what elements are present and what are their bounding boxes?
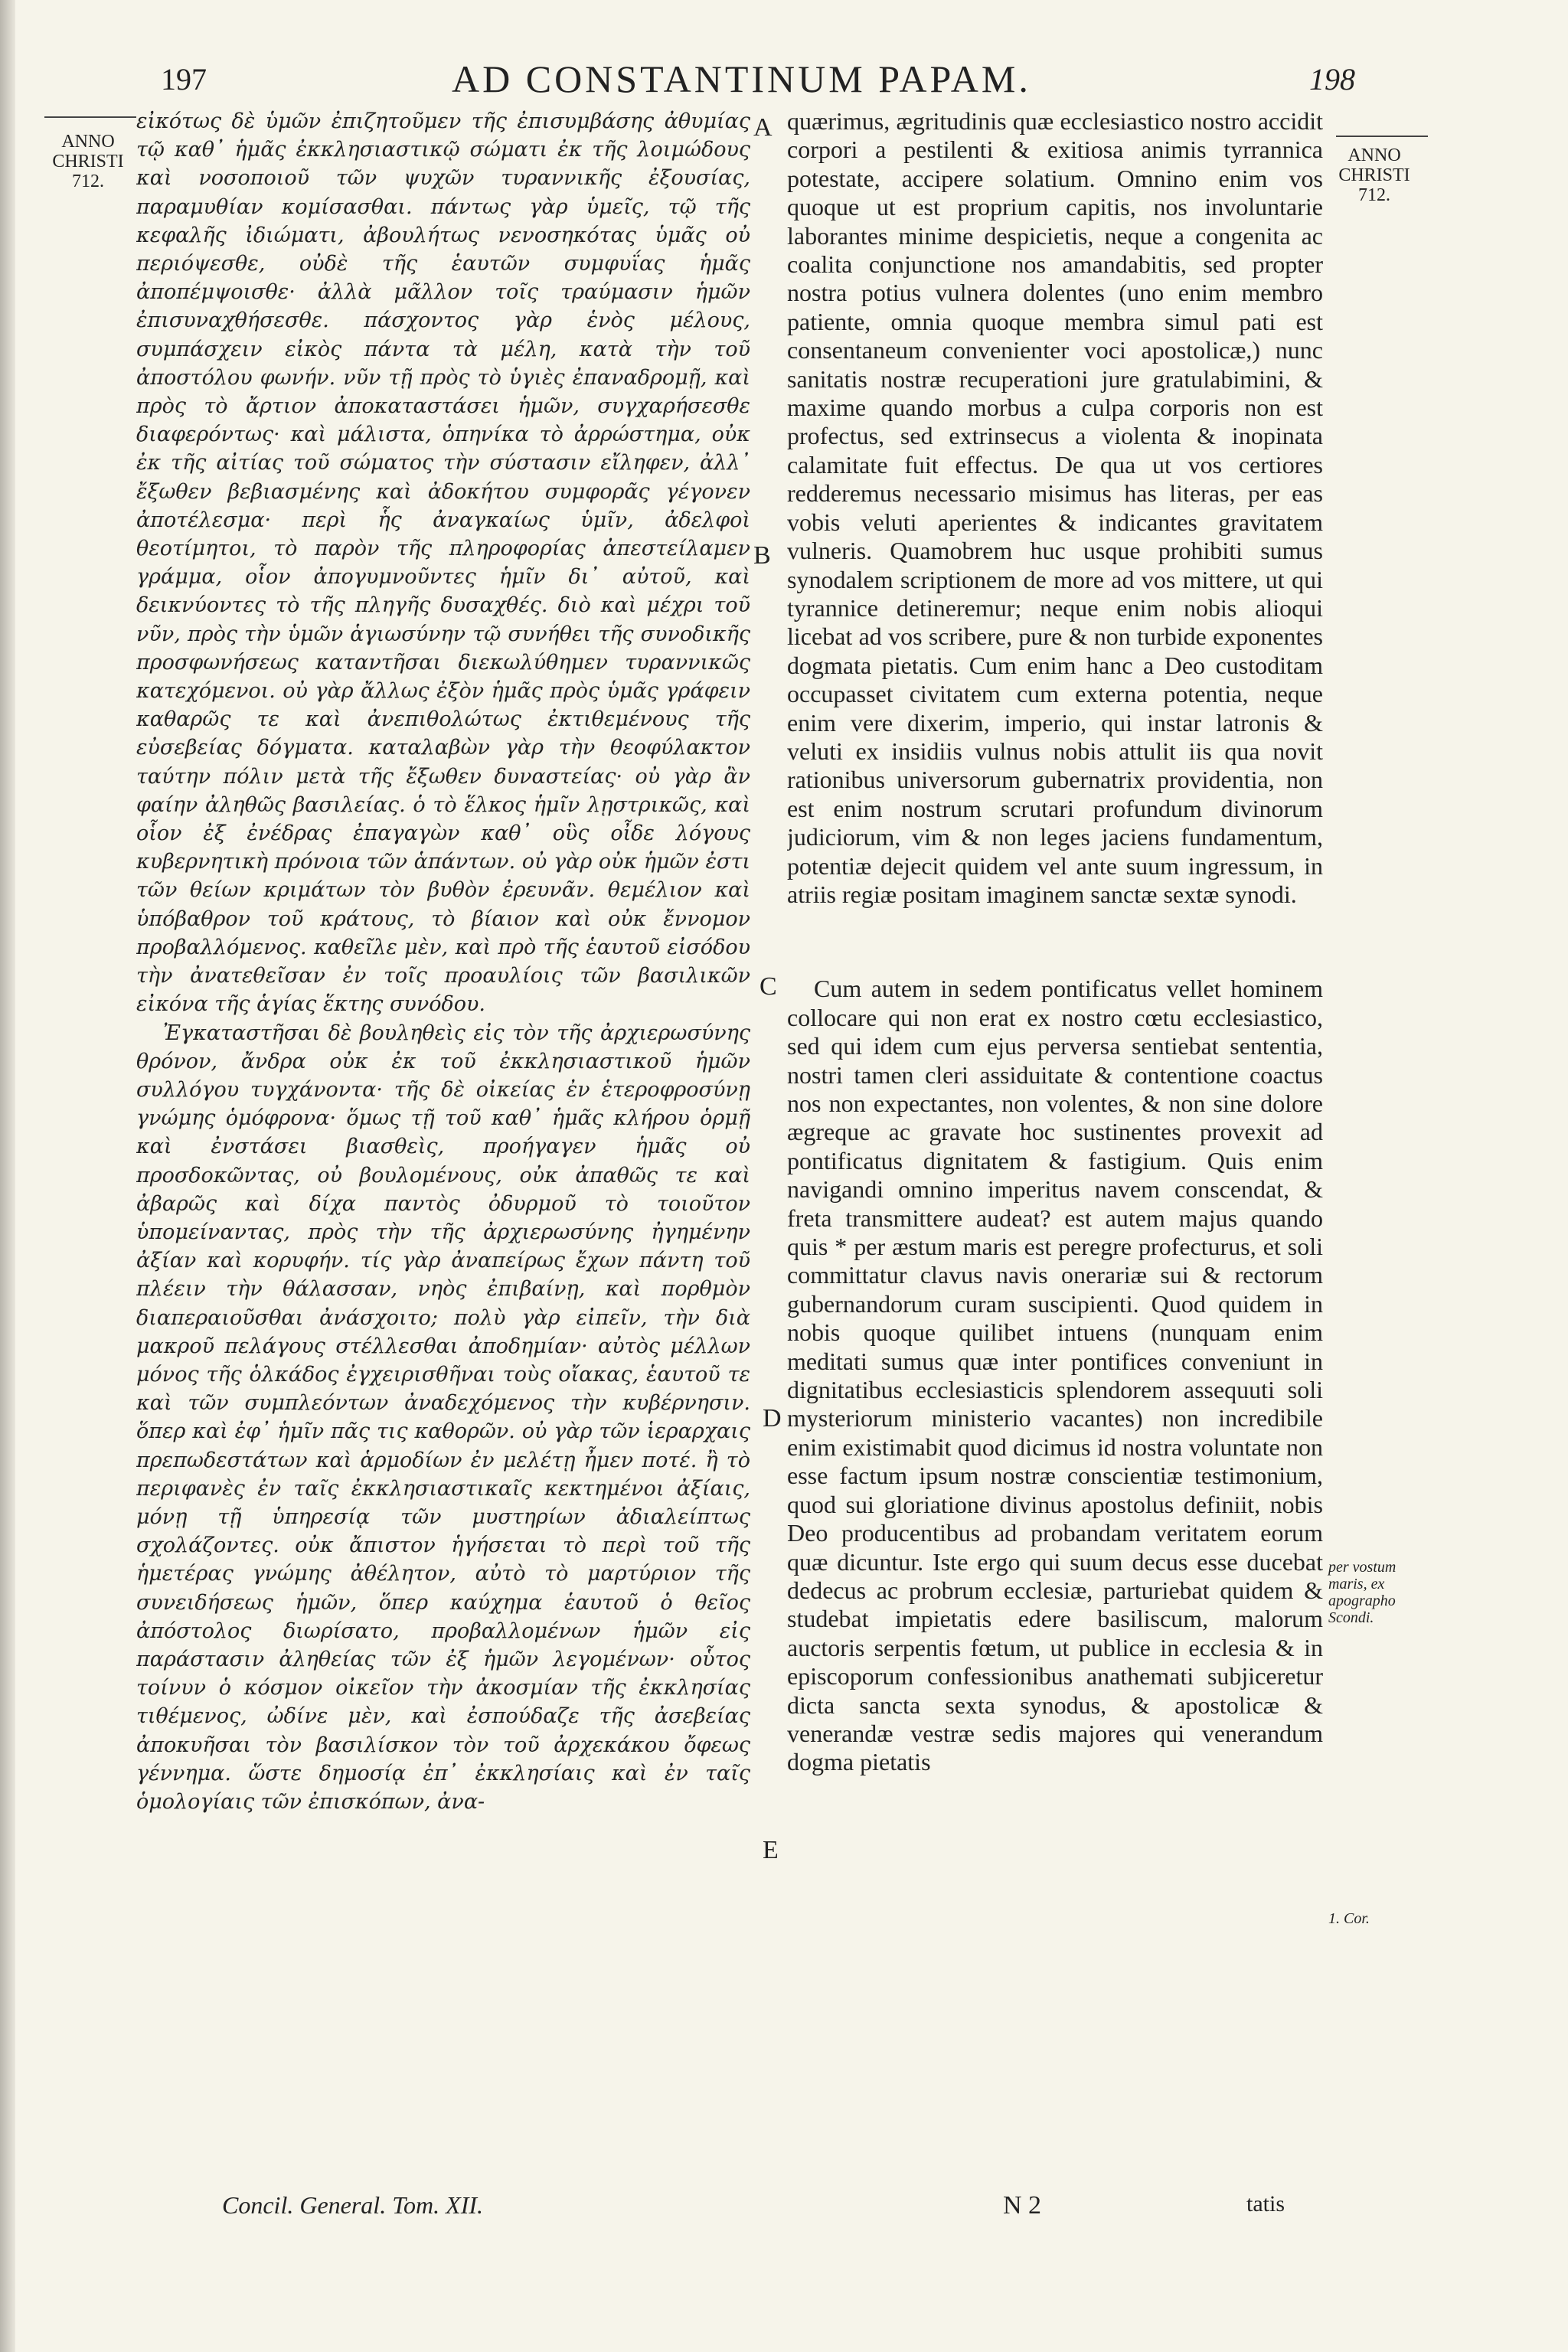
latin-column bbox=[787, 107, 1323, 2174]
footer-volume: Concil. General. Tom. XII. bbox=[222, 2191, 484, 2219]
left-page-number: 197 bbox=[161, 62, 207, 96]
greek-paragraph-1: εἰκότως δὲ ὑμῶν ἐπιζητοῦμεν τῆς ἐπισυμβάσης ἀθυμίας τῷ καθ᾽ ἡμᾶς ἐκκλησιαστικῷ σώματι ἐκ τῆς λοιμώδους καὶ νοσοποιοῦ τῶν ψυχῶν τυραννικῆς ἐξουσίας, παραμυθίαν κομίσασθαι. πάντως γὰρ ὑμεῖς, τῷ τῆς κεφαλῆς ἰδιώματι, ἀβουλήτως νενοσηκότας ὑμᾶς οὐ περιόψεσθε, οὐδὲ τῆς ἑαυτῶν συμφυΐας ἡμᾶς ἀποπέμψοισθε· ἀλλὰ μᾶλλον τοῖς τραύμασιν ἡμῶν ἐπισυναχθήσεσθε. πάσχοντος γὰρ ἑνὸς μέλους, συμπάσχειν εἰκὸς πάντα τὰ μέλη, κατὰ τὴν τοῦ ἀποστόλου φωνήν. νῦν τῇ πρὸς τὸ ὑγιὲς ἐπαναδρομῇ, καὶ πρὸς τὸ ἄρτιον ἀποκαταστάσει ἡμῶν, συγχαρήσεσθε διαφερόντως· καὶ μάλιστα, ὁπηνίκα τὸ ἀρρώστημα, οὐκ ἐκ τῆς αἰτίας τοῦ σώματος τὴν σύστασιν εἴληφεν, ἀλλ᾽ ἔξωθεν βεβιασμένης καὶ ἀδοκήτου συμφορᾶς γέγονεν ἀποτέλεσμα· περὶ ἧς ἀναγκαίως ὑμῖν, ἀδελφοὶ θεοτίμητοι, τὸ παρὸν τῆς πληροφορίας ἀπεστείλαμεν γράμμα, οἷον ἀπογυμνοῦντες ἡμῖν δι᾽ αὐτοῦ, καὶ δεικνύοντες τὸ τῆς πληγῆς δυσαχθές. διὸ καὶ μέχρι τοῦ νῦν, πρὸς τὴν ὑμῶν ἁγιωσύνην τῷ συνήθει τῆς συνοδικῆς προσφωνήσεως καταντῆσαι διεκωλύθημεν τυραννικῶς κατεχόμενοι. οὐ γὰρ ἄλλως ἐξὸν ἡμᾶς πρὸς ὑμᾶς γράφειν καθαρῶς τε καὶ ἀνεπιθολώτως ἐκτιθεμένους τῆς εὐσεβείας δόγματα. καταλαβὼν γὰρ τὴν θεοφύλακτον ταύτην πόλιν μετὰ τῆς ἔξωθεν δυναστείας· οὐ γὰρ ἂν φαίην ἀληθῶς βασιλείας. ὁ τὸ ἕλκος ἡμῖν λῃστρικῶς, καὶ οἷον ἐξ ἐνέδρας ἐπαγαγὼν καθ᾽ οὓς οἶδε λόγους κυβερνητικὴ πρόνοια τῶν ἁπάντων. οὐ γὰρ οὐκ ἡμῶν ἐστι τῶν θείων κριμάτων τὸν βυθὸν ἐρευνᾶν. θεμέλιον καὶ ὑπόβαθρον τοῦ κράτους, τὸ βίαιον καὶ οὐκ ἔννομον προβαλλόμενος. καθεῖλε μὲν, καὶ πρὸ τῆς ἑαυτοῦ εἰσόδου τὴν ἀνατεθεῖσαν ἐν τοῖς προαυλίοις τῶν βασιλικῶν εἰκόνα τῆς ἁγίας ἕκτης συνόδου. bbox=[136, 109, 750, 1017]
anno-christi-left bbox=[46, 132, 130, 191]
christi-word: CHRISTI bbox=[52, 152, 124, 172]
margin-note-reference: 1. Cor. bbox=[1328, 1910, 1370, 1927]
anno-word: ANNO bbox=[61, 132, 115, 152]
section-letter-b: B bbox=[753, 541, 771, 570]
latin-paragraph-2: Cum autem in sedem pontificatus vellet hominem collocare qui non erat ex nostro cœtu ecclesiastico, sed qui idem cum ejus perversa sentiebat sententia, nostri tamen cleri assiduitate & contentione coactus nos non expectantes, non volentes, & non sine dolore ægreque ac gravate hoc sustinentes provexit ad pontificatus dignitatem & fastigium. Quis enim navigandi omnino imperitus navem conscendat, & freta transmittere audeat? est autem majus quando quis * per æstum maris est peregre profecturus, et soli committatur clavus navis onerariæ sui & rectorum gubernandorum curam suscipienti. Quod quidem in nobis quoque quilibet intuens (nunquam enim meditati sumus quæ inter pontifices conveniunt in dignitatibus ecclesiasticis splendorem assequuti soli mysteriorum ministerio vacantes) non incredibile enim existimabit quod dicimus id nostra voluntate non esse factum ipsum nostræ conscientiæ testimonium, quod sui gloriatione divinus apostolus definiit, nobis Deo producentibus ad probandam veritatem eorum quæ dicuntur. Iste ergo qui suum decus esse ducebat dedecus ac probrum ecclesiæ, parturiebat quidem & studebat impietatis edere basiliscum, malorum auctoris serpentis fœtum, ut publice in ecclesia & in episcoporum confessionibus anathemati subjiceretur dicta sancta sexta synodus, & apostolicæ & venerandæ vestræ sedis majores qui venerandum dogma pietatis bbox=[787, 975, 1323, 1776]
year-number: 712. bbox=[72, 172, 104, 191]
running-header bbox=[161, 57, 1355, 107]
year-number: 712. bbox=[1358, 185, 1390, 205]
page-gutter bbox=[0, 0, 15, 2352]
page-title: AD CONSTANTINUM PAPAM. bbox=[452, 57, 1031, 100]
footer-catchword: tatis bbox=[1246, 2191, 1285, 2216]
section-letter-a: A bbox=[753, 113, 773, 142]
greek-column bbox=[136, 107, 750, 2174]
section-letter-d: D bbox=[763, 1404, 782, 1432]
right-page-number: 198 bbox=[1309, 62, 1355, 96]
christi-word: CHRISTI bbox=[1338, 165, 1410, 185]
footer-signature: N 2 bbox=[1003, 2191, 1042, 2220]
anno-christi-right bbox=[1332, 145, 1416, 205]
greek-paragraph-2: Ἐγκαταστῆσαι δὲ βουληθεὶς εἰς τὸν τῆς ἀρχιερωσύνης θρόνον, ἄνδρα οὐκ ἐκ τοῦ ἐκκλησιαστικοῦ ἡμῶν συλλόγου τυγχάνοντα· τῆς δὲ οἰκείας ἐν ἑτεροφροσύνῃ γνώμης ὁμόφρονα· ὅμως τῇ τοῦ καθ᾽ ἡμᾶς κλήρου ὁρμῇ καὶ ἐνστάσει βιασθεὶς, προήγαγεν ἡμᾶς οὐ προσδοκῶντας, οὐ βουλομένους, οὐκ ἀπαθῶς τε καὶ ἀβαρῶς καὶ δίχα παντὸς ὀδυρμοῦ τὸ τοιοῦτον ὑπομείναντας, πρὸς τὴν τῆς ἀρχιερωσύνης ἠγημένην ἀξίαν καὶ κορυφήν. τίς γὰρ ἀναπείρως ἔχων πάντη τοῦ πλέειν τὴν θάλασσαν, νηὸς ἐπιβαίνῃ, καὶ πορθμὸν διαπεραιοῦσθαι ἀνάσχοιτο; πολὺ γὰρ εἰπεῖν, τὴν διὰ μακροῦ πελάγους στέλλεσθαι ἀποδημίαν· αὐτὸς μέλλων μόνος τῆς ὁλκάδος ἐγχειρισθῆναι τοὺς οἴακας, ἑαυτοῦ τε καὶ τῶν συμπλεόντων ἀναδεχόμενος τὴν κυβέρνησιν. ὅπερ καὶ ἐφ᾽ ἡμῖν πᾶς τις καθορῶν. οὐ γὰρ τῶν ἱεραρχαις πρεπωδεστάτων καὶ ἁρμοδίων ἐν μελέτῃ ἦμεν ποτέ. ἢ τὸ περιφανὲς ἐν ταῖς ἐκκλησιαστικαῖς κεκτημένοι ἀξίαις, μόνῃ τῇ ὑπηρεσίᾳ τῶν μυστηρίων ἀδιαλείπτως σχολάζοντες. οὐκ ἄπιστον ἡγήσεται τὸ περὶ τοῦ τῆς ἡμετέρας γνώμης ἀθέλητον, αὐτὸ τὸ μαρτύριον τῆς συνειδήσεως ἡμῶν, ὅπερ καύχημα ἑαυτοῦ ὁ θεῖος ἀπόστολος διωρίσατο, προβαλλομένων ἡμῶν εἰς παράστασιν ἀληθείας τῶν ἐξ ἡμῶν λεγομένων· οὗτος τοίνυν ὁ κόσμον οἰκεῖον τὴν ἀκοσμίαν τῆς ἐκκλησίας τιθέμενος, ὠδίνε μὲν, καὶ ἐσπούδαζε τῆς ἀσεβείας ἀποκυῆσαι τὸν βασιλίσκον τὸν τοῦ ἀρχεκάκου ὄφεως γέννημα. ὥστε δημοσίᾳ ἐπ᾽ ἐκκλησίαις καὶ ἐν ταῖς ὁμολογίαις τῶν ἐπισκόπων, ἀνα- bbox=[136, 1021, 750, 1814]
margin-note-variant: per vostum maris, ex apographo Scondi. bbox=[1328, 1559, 1396, 1626]
latin-paragraph-1: quærimus, ægritudinis quæ ecclesiastico nostro accidit corpori a pestilenti & exitiosa animis tyrrannica potestate, accipere solatium. Omnino enim vos quoque ut est proprium capitis, nos involuntarie laborantes minime despicietis, neque a congenita ac coalita conjunctione nos amandabitis, sed propter nostra potius vulnera dolentes (uno enim membro patiente, omnia quoque membra simul pati est consentaneum convenienter voci apostolicæ,) nunc sanitatis nostræ recuperationi jure gratulabimini, & maxime quando morbus a culpa corporis non est profectus, sed extrinsecus a violenta & inopinata calamitate fuit effectus. De qua ut vos certiores redderemus necessario misimus has literas, per eas vobis veluti aperientes & indicantes gravitatem vulneris. Quamobrem huc usque prohibiti sumus synodalem scriptionem de more ad vos mittere, ut qui tyrannice detineremur; neque enim nobis alioqui licebat ad vos scribere, pure & non turbide exponentes dogmata pietatis. Cum enim hanc a Deo custoditam occupasset civitatem cum externa potentia, neque enim vere dixerim, imperio, qui instar latronis & veluti ex insidiis vulnus nobis attulit iis qua novit rationibus universorum gubernatrix providentia, non est enim nostrum scrutari profundum divinorum judiciorum, vim & non leges jaciens fundamentum, potentiæ dejecit quidem vel ante suum ingressum, in atriis regiæ positam imaginem sanctæ sextæ synodi. bbox=[787, 107, 1323, 908]
section-letter-c: C bbox=[760, 972, 777, 1001]
section-letter-e: E bbox=[763, 1836, 779, 1864]
left-margin-rule bbox=[44, 116, 136, 118]
anno-word: ANNO bbox=[1348, 145, 1401, 165]
right-margin-rule bbox=[1336, 136, 1428, 137]
